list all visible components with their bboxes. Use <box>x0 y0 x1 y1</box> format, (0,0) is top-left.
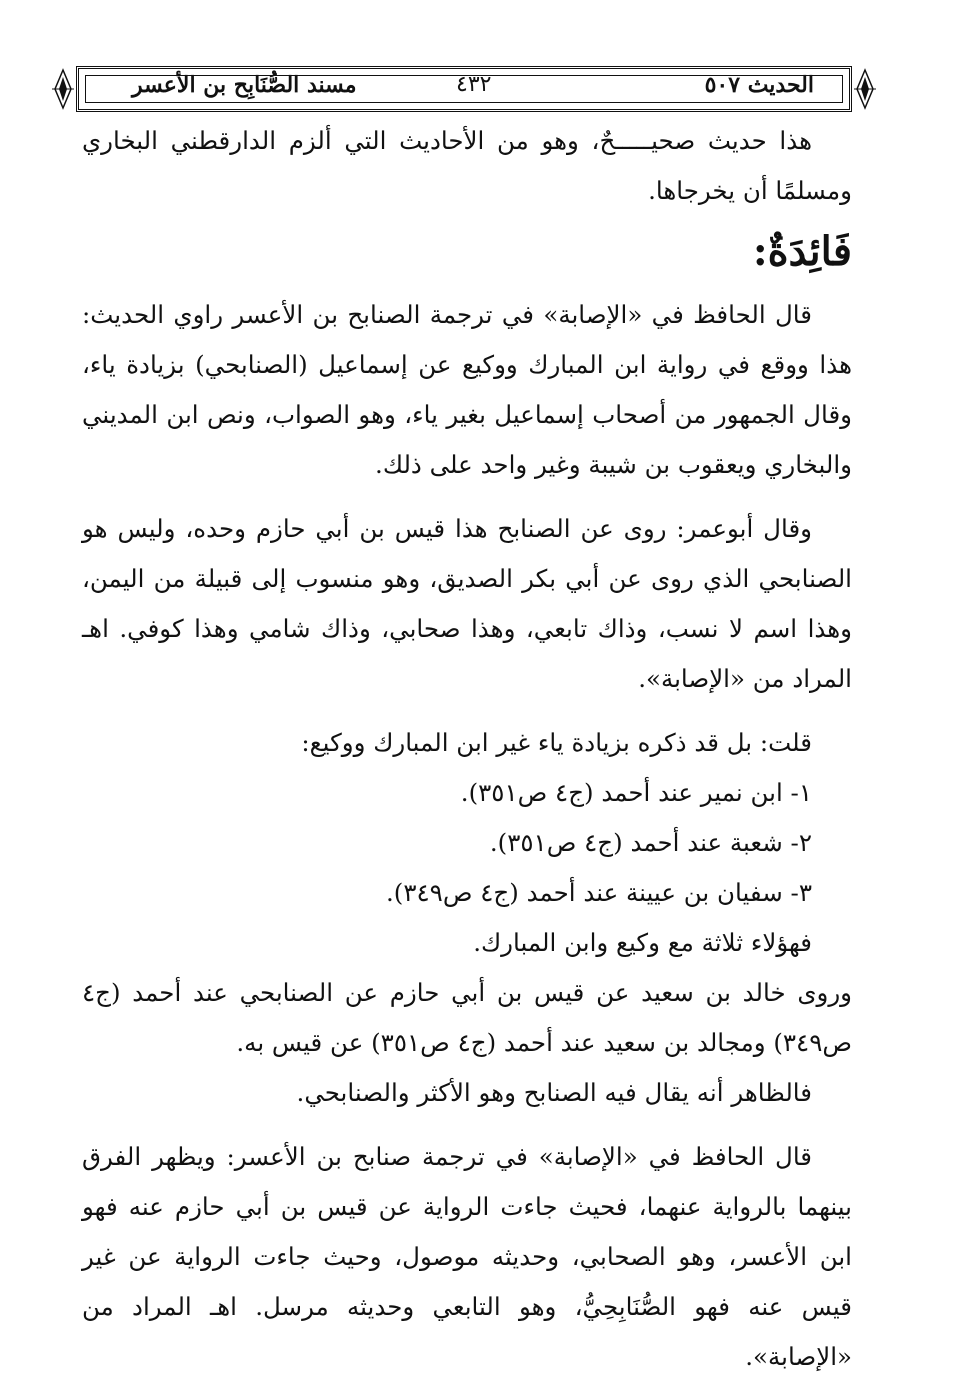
ornament-right-icon <box>854 68 876 110</box>
page-body <box>82 116 852 1382</box>
paragraph-isabah: قال الحافظ في «الإصابة» في ترجمة الصنابح بن الأعسر راوي الحديث: هذا ووقع في رواية ابن المبارك ووكيع عن إسماعيل (الصنابحي) بزيادة ياء، وقال الجمهور من أصحاب إسماعيل بغير ياء، وهو الصواب، ونص ابن المديني والبخاري ويعقوب بن شيبة وغير واحد على ذلك. <box>82 300 852 479</box>
page-header <box>52 66 876 112</box>
section-heading: فَائِدَةٌ: <box>752 228 852 275</box>
paragraph-isabah-difference: قال الحافظ في «الإصابة» في ترجمة صنابح بن الأعسر: ويظهر الفرق بينهما بالرواية عنهما، فحيث جاءت الرواية عن قيس بن أبي حازم عنه فهو ابن الأعسر، وهو الصحابي، وحديثه موصول، وحيث جاءت الرواية عن غير قيس عنه فهو الصُّنَابِحِيُّ، وهو التابعي وحديثه مرسل. اهـ المراد من «الإصابة». <box>82 1142 852 1371</box>
header-title: مسند الصُّنَابِح بن الأعسر <box>132 72 357 98</box>
list-item: ٣- سفيان بن عيينة عند أحمد (ج٤ ص٣٤٩). <box>385 878 812 907</box>
hadith-number: الحديث ٥٠٧ <box>704 72 814 98</box>
ornament-left-icon <box>52 68 74 110</box>
paragraph-three: فهؤلاء ثلاثة مع وكيع وابن المبارك. <box>473 928 812 957</box>
paragraph-abu-umar: وقال أبوعمر: روى عن الصنابح هذا قيس بن أبي حازم وحده، وليس هو الصنابحي الذي روى عن أبي بكر الصديق، وهو منسوب إلى قبيلة من اليمن، وهذا اسم لا نسب، وذاك تابعي، وهذا صحابي، وذاك شامي وهذا كوفي. اهـ المراد من «الإصابة». <box>82 514 852 693</box>
intro-paragraph: هذا حديث صحيـــــحٌ، وهو من الأحاديث التي ألزم الدارقطني البخاري ومسلمًا أن يخرجاها. <box>82 126 852 205</box>
list-item: ١- ابن نمير عند أحمد (ج٤ ص٣٥١). <box>460 778 812 807</box>
paragraph-khalid: وروى خالد بن سعيد عن قيس بن أبي حازم عن الصنابحي عند أحمد (ج٤ ص٣٤٩) ومجالد بن سعيد عند أحمد (ج٤ ص٣٥١) عن قيس به. <box>82 978 852 1057</box>
paragraph-qultu: قلت: بل قد ذكره بزيادة ياء غير ابن المبارك ووكيع: <box>301 728 812 757</box>
paragraph-conclusion: فالظاهر أنه يقال فيه الصنابح وهو الأكثر والصنابحي. <box>296 1078 812 1107</box>
page-number: ٤٣٢ <box>456 72 492 97</box>
list-item: ٢- شعبة عند أحمد (ج٤ ص٣٥١). <box>489 828 812 857</box>
